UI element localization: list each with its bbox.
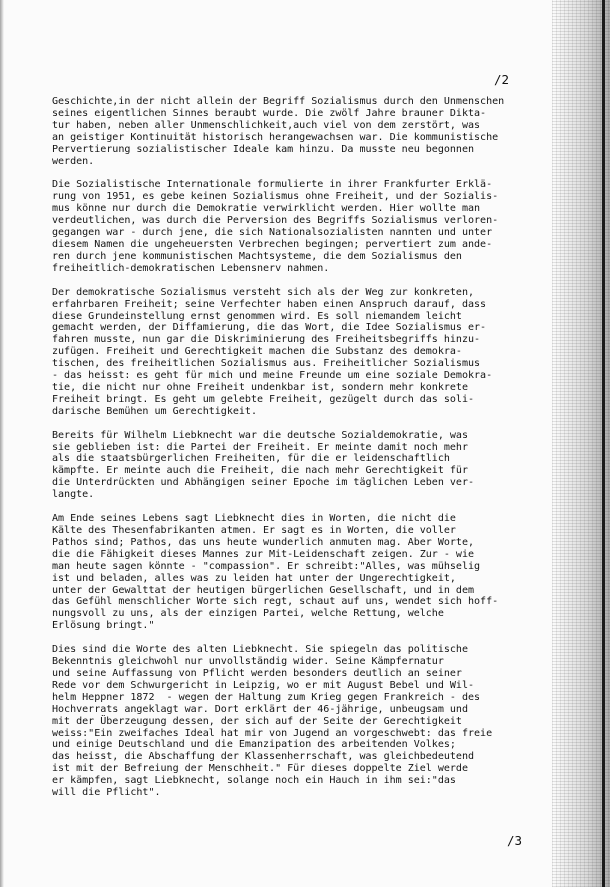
text-line: werden. xyxy=(52,155,95,167)
text-line: als die staatsbürgerlichen Freiheiten, für die er leidenschaftlich xyxy=(52,453,450,465)
text-line: darische Bemühen um Gerechtigkeit. xyxy=(52,405,257,417)
page-number-top: /2 xyxy=(494,72,510,87)
page-number-bottom: /3 xyxy=(507,833,523,848)
body-text xyxy=(52,96,572,811)
text-line: fahren musste, nun gar die Diskriminierung des Freiheitsbegriffs hinzu- xyxy=(52,334,481,346)
text-line: rung von 1951, es gebe keinen Sozialismus ohne Freiheit, und der Sozialis- xyxy=(52,191,499,203)
text-line: Hochverrats angeklagt war. Dort erklärt der 46-jährige, unbeugsam und xyxy=(52,703,468,715)
text-line: Am Ende seines Lebens sagt Liebknecht dies in Worten, die nicht die xyxy=(52,513,456,525)
text-line: kämpfte. Er meinte auch die Freiheit, die nach mehr Gerechtigkeit für xyxy=(52,465,468,477)
text-line: Rede vor dem Schwurgericht in Leipzig, wo er mit August Bebel und Wil- xyxy=(52,679,475,691)
text-line: langte. xyxy=(52,489,95,501)
text-line: weiss:"Ein zweifaches Ideal hat mir von Jugend an vorgeschwebt: das freie xyxy=(52,727,493,739)
paragraph xyxy=(52,644,572,799)
text-line: seines eigentlichen Sinnes beraubt wurde. Die zwölf Jahre brauner Dikta- xyxy=(52,107,487,119)
text-line: an geistiger Kontinuität historisch herangewachsen war. Die kommunistische xyxy=(52,131,499,143)
text-line: er kämpfen, sagt Liebknecht, solange noch ein Hauch in ihm sei:"das xyxy=(52,775,456,787)
text-line: das heisst, die Abschaffung der Klassenherrschaft, was gleichbedeutend xyxy=(52,751,475,763)
text-line: tischen, des freiheitlichen Sozialismus aus. Freiheitlicher Sozialismus xyxy=(52,358,481,370)
text-line: - das heisst: es geht für mich und meine Freunde um eine soziale Demokra- xyxy=(52,370,493,382)
text-line: Erlösung bringt." xyxy=(52,620,155,632)
text-line: Bereits für Wilhelm Liebknecht war die deutsche Sozialdemokratie, was xyxy=(52,429,468,441)
text-line: helm Heppner 1872 - wegen der Haltung zum Krieg gegen Frankreich - des xyxy=(52,691,481,703)
text-line: tie, die nicht nur ohne Freiheit undenkbar ist, sondern mehr konkrete xyxy=(52,381,468,393)
scan-edge-line xyxy=(602,0,605,887)
text-line: Der demokratische Sozialismus versteht sich als der Weg zur konkreten, xyxy=(52,286,475,298)
text-line: ren durch jene kommunistischen Machtsysteme, die dem Sozialismus den xyxy=(52,250,462,262)
text-line: und einige Deutschland und die Emanzipation des arbeitenden Volkes; xyxy=(52,739,456,751)
text-line: mus könne nur durch die Demokratie verwirklicht werden. Hier wollte man xyxy=(52,203,481,215)
paragraph xyxy=(52,513,572,632)
text-line: Die Sozialistische Internationale formulierte in ihrer Frankfurter Erklä- xyxy=(52,179,493,191)
text-line: Freiheit bringt. Es geht um gelebte Freiheit, gezügelt durch das soli- xyxy=(52,393,475,405)
text-line: will die Pflicht". xyxy=(52,787,161,799)
text-line: gegangen war - durch jene, die sich Nationalsozialisten nannten und unter xyxy=(52,227,493,239)
text-line: Geschichte,in der nicht allein der Begriff Sozialismus durch den Unmenschen xyxy=(52,96,505,107)
text-line: Bekenntnis gleichwohl nur unvollständig wider. Seine Kämpfernatur xyxy=(52,656,444,668)
text-line: nungsvoll zu uns, als der einzigen Partei, welche Rettung, welche xyxy=(52,608,444,620)
text-line: Kälte des Thesenfabrikanten atmen. Er sagt es in Worten, die voller xyxy=(52,525,456,536)
text-line: das Gefühl menschlicher Worte sich regt, schaut auf uns, wendet sich hoff- xyxy=(52,596,499,608)
scan-left-edge xyxy=(0,0,4,887)
text-line: ist und beladen, alles was zu leiden hat unter der Ungerechtigkeit, xyxy=(52,572,456,584)
text-line: unter der Gewalttat der heutigen bürgerlichen Gesellschaft, und in dem xyxy=(52,584,475,596)
text-line: die die Fähigkeit dieses Mannes zur Mit-Leidenschaft zeigen. Zur - wie xyxy=(52,548,475,560)
text-line: ist mit der Befreiung der Menschheit." Für dieses doppelte Ziel werde xyxy=(52,763,468,775)
paragraph xyxy=(52,287,572,418)
text-line: Dies sind die Worte des alten Liebknecht. Sie spiegeln das politische xyxy=(52,644,468,656)
text-line: freiheitlich-demokratischen Lebensnerv nahmen. xyxy=(52,262,330,274)
text-line: gemacht werden, der Diffamierung, die das Wort, die Idee Sozialismus er- xyxy=(52,322,487,334)
paragraph xyxy=(52,430,572,501)
text-line: diesem Namen die ungeheuersten Verbrechen begingen; pervertiert zum ande- xyxy=(52,238,493,250)
text-line: tur haben, neben aller Unmenschlichkeit,auch viel von dem zerstört, was xyxy=(52,119,481,131)
text-line: Pathos sind; Pathos, das uns heute wunderlich anmuten mag. Aber Worte, xyxy=(52,536,475,548)
text-line: die Unterdrückten und Abhängigen seiner Epoche im täglichen Leben ver- xyxy=(52,477,475,489)
text-line: Pervertierung sozialistischer Ideale kam hinzu. Da musste neu begonnen xyxy=(52,143,475,155)
paragraph xyxy=(52,96,572,167)
text-line: diese Grundeinstellung ernst genommen wird. Es soll niemandem leicht xyxy=(52,310,462,322)
text-line: mit der Überzeugung dessen, der sich auf der Seite der Gerechtigkeit xyxy=(52,715,462,727)
text-line: man heute sagen könnte - "compassion". Er schreibt:"Alles, was mühselig xyxy=(52,560,481,572)
text-line: verdeutlichen, was durch die Perversion des Begriffs Sozialismus verloren- xyxy=(52,215,499,227)
paragraph xyxy=(52,179,572,274)
text-line: erfahrbaren Freiheit; seine Verfechter haben einen Anspruch darauf, dass xyxy=(52,298,487,310)
text-line: und seine Auffassung von Pflicht werden besonders deutlich an seiner xyxy=(52,667,462,679)
text-line: sie geblieben ist: die Partei der Freiheit. Er meinte damit noch mehr xyxy=(52,441,468,453)
text-line: zufügen. Freiheit und Gerechtigkeit machen die Substanz des demokra- xyxy=(52,346,462,358)
